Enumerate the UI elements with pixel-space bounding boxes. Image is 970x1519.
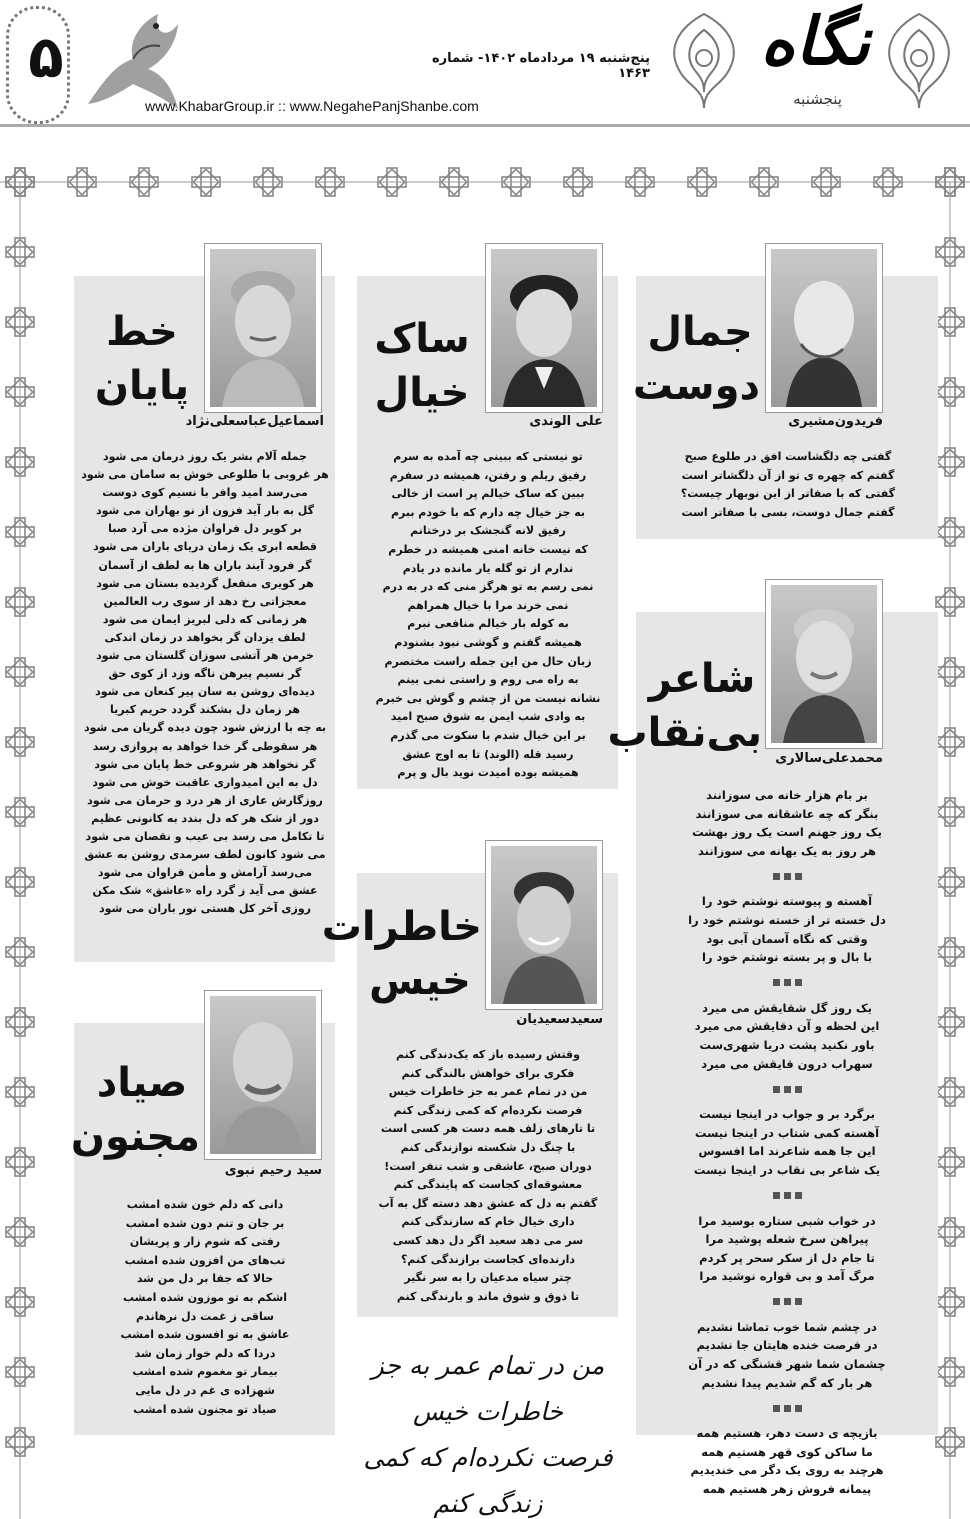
- poem-title-line: ساک: [374, 316, 470, 362]
- poem-line: زبان حال من این جمله راست مختصرم: [384, 654, 592, 668]
- poem-line: دل به این امیدواری عاقبت خوش می شود: [92, 775, 318, 789]
- poet-name: سید رحیم نبوی: [224, 1163, 322, 1178]
- poet-photo: [204, 243, 322, 413]
- poem-line: سر می دهد سعید اگر دل دهد کسی: [392, 1233, 584, 1247]
- poem-line: در خواب شبی ستاره بوسید مرا: [698, 1213, 876, 1228]
- poet-name: محمدعلی‌سالاری: [775, 751, 883, 766]
- poem-line: با چنگ دل شکسته نوازندگی کنم: [400, 1140, 576, 1154]
- separator-square-icon: [773, 1405, 780, 1412]
- poem-title-line: دوست: [632, 363, 760, 409]
- poem-line: مرگ آمد و بی قواره نوشید مرا: [699, 1269, 875, 1284]
- poem-line: تا ذوق و شوق ماند و بارندگی کنم: [396, 1289, 580, 1303]
- poem-line: نمی خرند مرا با خیال همراهم: [407, 598, 569, 612]
- separator-square-icon: [784, 873, 791, 880]
- poem-line: هر غروبی با طلوعی خوش به سامان می شود: [81, 468, 329, 482]
- poem-line: گر فرود آیند باران ها به لطف از آسمان: [98, 558, 312, 572]
- poem-title-line: پایان: [94, 363, 190, 409]
- poem-line: صیاد تو مجنون شده امشب: [133, 1402, 277, 1416]
- poem-line: وقتی که نگاه آسمان آبی بود: [706, 931, 868, 946]
- poem-line: تب‌های من افزون شده امشب: [124, 1253, 286, 1267]
- poet-name: سعید‌سعیدیان: [516, 1012, 603, 1027]
- stanza-separator: [646, 1080, 928, 1098]
- poem-line: گفتی چه دلگشاست افق در طلوع صبح: [684, 450, 892, 463]
- separator-square-icon: [784, 1298, 791, 1305]
- poem-line: رفتی که شوم زار و پریشان: [129, 1235, 281, 1249]
- poem-title-line: صیاد: [96, 1060, 188, 1106]
- poem-line: معجزاتی رخ دهد از سوی رب العالمین: [103, 594, 307, 608]
- featured-quote: [352, 1343, 624, 1519]
- separator-square-icon: [795, 1192, 802, 1199]
- poem-title-line: مجنون: [70, 1114, 200, 1160]
- poem-line: به چه با ارزش شود چون دیده گریان می شود: [83, 721, 327, 735]
- poem-line: گفتم جمال دوست، بسی با صفاتر است: [681, 505, 895, 519]
- separator-square-icon: [773, 1192, 780, 1199]
- poem-line: این لحظه و آن دقایقش می میرد: [694, 1019, 880, 1034]
- poem-line: نمی رسم به تو هرگز منی که در به درم: [382, 580, 594, 594]
- separator-square-icon: [773, 1086, 780, 1093]
- poem-title: [84, 305, 200, 413]
- poem-title-line: جمال: [647, 309, 753, 355]
- poem-title-line: بی‌نقاب: [607, 710, 762, 756]
- poem-line: همیشه بوده امیدت نوید بال و پرم: [397, 766, 579, 780]
- arabesque-ornament-icon: [876, 8, 962, 116]
- poem-line: به جز خیال چه دارم که با خودم ببرم: [390, 505, 586, 519]
- separator-square-icon: [795, 1405, 802, 1412]
- poem-title-line: خاطرات: [321, 904, 482, 950]
- poem-title-line: خیس: [369, 958, 471, 1004]
- poem-line: هرچند به روی یک دگر می خندیدیم: [690, 1463, 884, 1478]
- poem-title: [321, 900, 482, 1008]
- page-number: ۵: [28, 23, 64, 91]
- poem-text: [362, 448, 614, 783]
- separator-square-icon: [773, 979, 780, 986]
- poem-line: می‌رسد امید وافر با نسیم کوی دوست: [102, 486, 308, 500]
- poem-line: نشانه نیست من از چشم و گوش بی خبرم: [375, 691, 601, 705]
- quote-line: من در تمام عمر به جز خاطرات خیس: [371, 1351, 605, 1426]
- poem-line: رفیق لانه گنجشک بر درختانم: [410, 524, 566, 538]
- poem-line: دارنده‌ای کجاست برازندگی کنم؟: [401, 1252, 575, 1266]
- poem-line: سهراب درون قایقش می میرد: [701, 1056, 873, 1071]
- poet-name: علی الوندی: [529, 414, 603, 429]
- header-divider: [0, 124, 970, 127]
- poem-line: داری خیال خام که سازندگی کنم: [401, 1215, 575, 1229]
- poem-line: آهسته کمی شتاب در اینجا نیست: [694, 1125, 880, 1140]
- poem-title-line: خیال: [374, 370, 470, 416]
- separator-square-icon: [784, 1086, 791, 1093]
- website-urls[interactable]: www.KhabarGroup.ir :: www.NegahePanjShanbe.com: [145, 98, 479, 114]
- poem-line: برگرد بر و جواب در اینجا نیست: [699, 1107, 875, 1122]
- poem-line: ندارم از تو گله یار مانده در یادم: [402, 561, 574, 575]
- poem-line: گر نسیم پیرهن ناگه وزد از کوی حق: [108, 667, 302, 681]
- poem-line: می‌رسد آرامش و مأمن فراوان می شود: [97, 866, 313, 880]
- poem-line: من در تمام عمر به جز خاطرات خیس: [388, 1085, 588, 1099]
- poem-text: [78, 1196, 332, 1419]
- poem-line: به وادی شب ایمن به شوق صبح امید: [390, 710, 586, 724]
- poet-photo: [204, 990, 322, 1160]
- poem-line: یک شاعر بی نقاب در اینجا نیست: [693, 1162, 881, 1177]
- separator-square-icon: [784, 979, 791, 986]
- poem-line: بیمار تو مغموم شده امشب: [132, 1365, 278, 1379]
- poem-line: عاشق به تو افسون شده امشب: [120, 1328, 290, 1342]
- poem-line: فکری برای خواهش بالندگی کنم: [401, 1066, 575, 1080]
- poem-line: باور نکنید پشت دریا شهری‌ست: [699, 1037, 875, 1052]
- poem-line: وقتش رسیده باز که یک‌دندگی کنم: [396, 1048, 580, 1061]
- poem-line: یک روز جهنم است یک روز بهشت: [692, 825, 882, 840]
- poem-line: پیمانه فروش زهر هستیم همه: [702, 1482, 872, 1497]
- poem-line: تا تارهای زلف همه دست هر کسی است: [380, 1122, 596, 1136]
- poem-line: بر جان و تنم دون شده امشب: [125, 1216, 285, 1230]
- separator-square-icon: [795, 979, 802, 986]
- poem-line: بر این خیال شدم با سکوت می گذرم: [390, 728, 586, 742]
- poet-photo: [765, 579, 883, 749]
- poem-line: ساقی ز غمت دل نرهاندم: [136, 1309, 274, 1323]
- poem-line: جمله آلام بشر یک روز درمان می شود: [103, 450, 307, 463]
- poem-text: [362, 1046, 614, 1306]
- issue-date: پنج‌شنبه ۱۹ مرداد‌ماه ۱۴۰۲- شماره ۱۴۶۳: [431, 51, 650, 81]
- poem-line: تو نیستی که ببینی چه آمده به سرم: [393, 450, 583, 463]
- separator-square-icon: [795, 873, 802, 880]
- poem-line: تا جام دل از سکر سحر پر کردم: [699, 1250, 875, 1265]
- poem-line: روزی آخر کل هستی نور باران می شود: [99, 902, 311, 916]
- poem-line: آهسته و پیوسته نوشتم خود را: [701, 894, 873, 909]
- poet-name: فریدون‌مشیری: [788, 414, 883, 429]
- separator-square-icon: [784, 1405, 791, 1412]
- poem-line: هر زمانی که دلی لبریز ایمان می شود: [102, 612, 308, 626]
- poem-line: در چشم شما خوب تماشا نشدیم: [697, 1319, 877, 1334]
- poem-text: [78, 448, 332, 918]
- logo-title: نگاه: [760, 2, 870, 80]
- separator-square-icon: [773, 1298, 780, 1305]
- poem-line: یک روز گل شقایقش می میرد: [702, 1000, 872, 1015]
- stanza-separator: [646, 974, 928, 992]
- poem-title-line: شاعر: [648, 656, 756, 702]
- poem-line: دور از شک هر که دل بندد به کانونی عظیم: [91, 811, 319, 825]
- poem-line: بر کویر دل فراوان مژده می آرد صبا: [108, 522, 302, 536]
- poem-line: هر زمان دل بشکند گردد حریم کبریا: [110, 703, 300, 717]
- poem-line: هر سقوطی گر خدا خواهد به پروازی رسد: [92, 739, 318, 753]
- poem-line: معشوقه‌ای کجاست که پایندگی کنم: [393, 1178, 583, 1192]
- poem-line: هر روز به یک بهانه می سوزانند: [698, 843, 876, 858]
- poet-photo: [485, 243, 603, 413]
- poem-title: [364, 312, 480, 420]
- poem-line: بازیچه ی دست دهر، هستیم همه: [696, 1426, 878, 1441]
- poem-line: هر بار که گم شدیم پیدا نشدیم: [701, 1375, 873, 1390]
- poem-title: [632, 305, 760, 413]
- separator-square-icon: [795, 1298, 802, 1305]
- poem-line: این جا همه شاعرند اما افسوس: [698, 1144, 876, 1159]
- poem-line: فرصت نکرده‌ام که کمی زندگی کنم: [393, 1103, 583, 1117]
- poem-line: همیشه گفتم و گوشی نبود بشنودم: [394, 635, 582, 649]
- poem-line: رفیق ریلم و رفتن، همیشه در سفرم: [389, 468, 587, 482]
- separator-square-icon: [773, 873, 780, 880]
- poem-line: هر کویری منقعل گردیده بستان می شود: [96, 576, 314, 590]
- poem-line: لطف یزدان گر بخواهد در زمان اندکی: [104, 630, 306, 644]
- poem-line: گفتی که با صفاتر از این نوبهار چیست؟: [680, 487, 896, 501]
- stanza-separator: [646, 1293, 928, 1311]
- poem-line: ما ساکن کوی قهر هستیم همه: [701, 1444, 873, 1459]
- poem-line: حالا که جفا بر دل من شد: [136, 1272, 274, 1286]
- logo-subtitle: پنجشنبه: [793, 90, 842, 108]
- page-header: [0, 0, 970, 132]
- poem-line: که نیست خانه امنی همیشه در خطرم: [388, 542, 588, 556]
- poem-line: دیده‌ای روشن به سان پیر کنعان می شود: [95, 685, 315, 699]
- stanza-separator: [646, 1399, 928, 1417]
- poem-line: عشق می آید ز گرد راه «عاشق» شک مکن: [92, 884, 318, 898]
- poet-photo: [765, 243, 883, 413]
- poem-line: در فرصت خنده هایتان جا نشدیم: [696, 1338, 878, 1353]
- poet-photo: [485, 840, 603, 1010]
- poem-line: خرمن هر آتشی سوزان گلستان می شود: [96, 649, 314, 663]
- stanza-separator: [646, 867, 928, 885]
- poem-line: با بال و پر بسته نوشتم خود را: [701, 950, 873, 965]
- poem-title-line: خط: [106, 309, 178, 355]
- poem-line: رسید قله (الوند) تا به اوج عشق: [402, 747, 574, 761]
- poem-text: [646, 786, 928, 1499]
- poem-line: دل خسته تر از خسته نوشتم خود را: [688, 912, 886, 927]
- poem-line: چشمان شما شهر قشنگی که در آن: [688, 1357, 886, 1372]
- poem-line: ببین که ساک خیالم پر است از خالی: [391, 487, 585, 501]
- poem-line: بنگر که چه عاشقانه می سوزانند: [695, 806, 879, 821]
- poem-text: [644, 448, 932, 522]
- poem-title: [70, 1056, 200, 1164]
- poem-line: دوران صبح، عاشقی و شب تنفر است!: [384, 1159, 592, 1173]
- poem-line: دانی که دلم خون شده امشب: [126, 1198, 284, 1211]
- poem-line: گر نخواهد هر شروعی خط پایان می شود: [94, 757, 316, 771]
- poem-line: اشکم به تو موزون شده امشب: [123, 1290, 287, 1304]
- poem-line: گفتم که چهره ی تو از آن دلگشاتر است: [681, 468, 895, 482]
- quote-line: فرصت نکرده‌ام که کمی زندگی کنم: [363, 1443, 613, 1518]
- poem-line: تا تکامل می رسد بی عیب و نقصان می شود: [85, 829, 325, 843]
- poem-line: به راه می روم و راستی نمی بینم: [397, 673, 579, 687]
- poem-line: قطعه ابری یک زمان دریای باران می شود: [93, 540, 317, 554]
- poem-line: چتر سیاه مدعیان را به سر نگیر: [404, 1271, 572, 1285]
- stanza-separator: [646, 1187, 928, 1205]
- poem-line: پیراهن سرخ شعله پوشید مرا: [705, 1232, 869, 1247]
- poem-line: گفتم به دل که عشق دهد دسته گل به آب: [378, 1196, 598, 1210]
- poem-title: [607, 652, 762, 760]
- poem-line: می شود کانون لطف سرمدی روشن به عشق: [84, 848, 326, 862]
- separator-square-icon: [795, 1086, 802, 1093]
- separator-square-icon: [784, 1192, 791, 1199]
- poem-line: به کوله بار خیالم منافعی نبرم: [407, 617, 569, 631]
- poem-line: شهزاده ی غم در دل مایی: [135, 1383, 275, 1397]
- poem-line: روزگارش عاری از هر درد و حرمان می شود: [87, 793, 323, 807]
- poem-line: بر بام هزار خانه می سوزانند: [706, 788, 868, 802]
- poem-line: دردا که دلم خوار زمان شد: [134, 1346, 276, 1360]
- poet-name: اسماعیل‌عباسعلی‌نژاد: [185, 414, 324, 429]
- poem-line: گل به بار آید فزون از نو بهاران می شود: [95, 504, 315, 518]
